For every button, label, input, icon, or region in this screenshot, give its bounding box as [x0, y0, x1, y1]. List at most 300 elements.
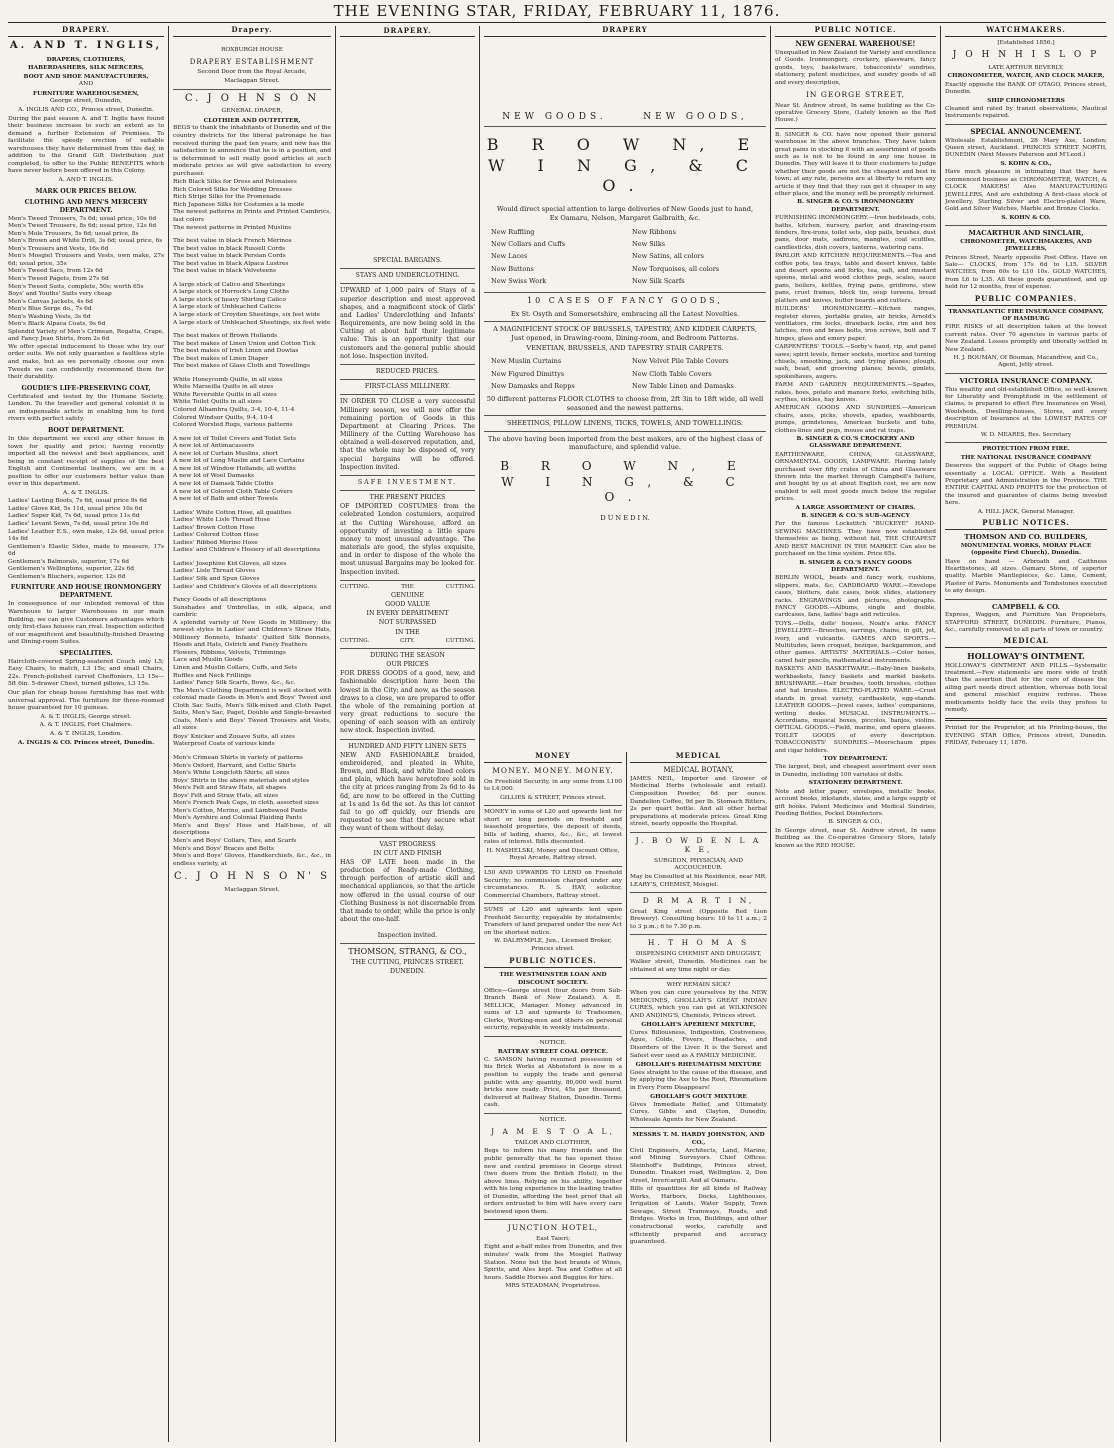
column-inglis: [8, 26, 164, 1442]
firm-name: THOMSON, STRANG, & CO.,: [348, 947, 467, 957]
notice-title: TRANSATLANTIC FIRE INSURANCE COMPANY, OF HAMBURG: [948, 308, 1104, 323]
firm-line: FURNITURE WAREHOUSEMEN,: [32, 89, 140, 97]
list-item: A large stock of Horrock's Long Cloths: [173, 289, 290, 296]
notice-title: SPECIAL ANNOUNCEMENT.: [970, 126, 1082, 136]
column-rule: [168, 26, 169, 1442]
list-item: New Swiss Work: [491, 277, 547, 285]
notice-title: THE WESTMINSTER LOAN AND DISCOUNT SOCIETY.: [499, 971, 607, 986]
list-item: Men's French Peak Caps, in cloth, assorted sizes: [173, 800, 319, 807]
section-heading: PUBLIC NOTICES.: [945, 519, 1107, 530]
list-item: The best makes of Brown Hollands: [173, 333, 278, 340]
genuine-line: NOT SURPASSED: [378, 619, 437, 627]
notice-title: B. SINGER & CO.'S FANCY GOODS DEPARTMENT.: [799, 559, 912, 573]
notice-title: GHOLLAH'S RHEUMATISM MIXTURE: [635, 1061, 762, 1069]
list-item: Men's Blue Serge do., 7s 6d: [8, 306, 92, 313]
curtains-right: [632, 353, 759, 394]
house-name: ROXBURGH HOUSE: [220, 46, 284, 53]
list-item: A large stock of Unbleached Calicos: [173, 304, 282, 311]
paragraph: FOR DRESS GOODS of a good, new, and fashionable description have been the lowest in the City; and now, as the season draws to a close, we are prepared to offer the whole of the remaining portion at very great reductions to secure the opening of each season with an entirely new stock. Inspection invited.: [340, 670, 475, 735]
paragraph: MONEY in sums of L20 and upwards lent for short or long periods on freehold and leasehold properties, the deposit of deeds, bills of lading, shares, &c., &c., at lowest rates of interest. Bills discounted.: [484, 809, 622, 846]
paragraph: Have on hand — Arbroath and Caithness Hearthstones, all sizes. Oamaru Stone, of superior quality. Marble Mantlepieces, &c. Lime, Cement, Plaster of Paris. Monuments and Tombstones executed to any design.: [945, 558, 1107, 595]
list-item: Men's Mosgiel Trousers and Vests, own make, 27s 6d; usual price, 35s: [8, 253, 164, 267]
list-item: Linen and Muslin Collars, Cuffs, and Sets: [173, 664, 298, 671]
paragraph: TOYS.—Dolls, dolls' houses, Noah's arks. FANCY JEWELLERY.—Brooches, earrings, chains, in gilt, jet, ivory, and vulcanite. GAMES AND SPORTS.—Multitudes, lawn croquet, bezique, backgammon, and other games. ARTISTS' MATERIALS.—Color boxes, camel hair pencils, mathematical instruments.: [775, 620, 936, 664]
column-heading: MONEY: [484, 752, 622, 763]
section-heading: STAYS AND UNDERCLOTHING.: [355, 272, 460, 280]
list-item: Men's Felt and Straw Hats, all shapes: [173, 785, 287, 792]
paragraph: SUMS of L20 and upwards lent upon Freehold Security, repayable by instalments; Transfers of land prepared under the new Act on the shortest notice.: [484, 907, 622, 936]
list-item: New Ribbons: [632, 227, 676, 236]
list-item: Men's and Boys' Collars, Ties, and Scarfs: [173, 838, 297, 845]
paragraph: FARM AND GARDEN REQUIREMENTS.—Spades, rakes, hoes, potato and manure forks, switching bills, scythes, sickles, hay knives.: [775, 382, 936, 403]
signature: W. DALRYMPLE, Jun., Licensed Broker, Princes street.: [494, 938, 612, 952]
list-item: Rich Stripe Silks for the Promenade: [173, 194, 281, 201]
list-item: Flowers, Ribbons, Velvets, Trimmings: [173, 649, 286, 656]
list-item: Ladies' Fancy Silk Scarfs, Bows, &c., &c.: [173, 680, 296, 687]
paragraph: CARPENTERS' TOOLS.—Sorby's hand, rip, and panel saws; spirit levels, firmer sockets, mortice and turning chisels, smoothing, jack, and trying planes; plough, sash, bead, and grooving planes; bevels, gimlets, spokeshaves, augers.: [775, 344, 936, 380]
column-rule: [940, 26, 941, 1442]
signature: MRS STEADMAN, Proprietress.: [505, 1283, 601, 1290]
curtains-left: [491, 353, 618, 394]
notice-title: A LARGE ASSORTMENT OF CHAIRS.: [795, 504, 916, 511]
list-item: White Marseilla Quilts in all sizes: [173, 384, 274, 391]
address: Second Door from the Royal Arcade,: [197, 69, 307, 76]
notice-title: MACARTHUR AND SINCLAIR,: [968, 229, 1084, 238]
paragraph: BEGS to thank the inhabitants of Dunedin and of the country districts for the liberal patronage he has received during the past ten years, and now has the satisfaction to announce that he is in a position, and is determined to sell really good articles at such moderate prices as will give satisfaction to every purchaser.: [173, 125, 331, 177]
notice-title: THOMSON AND CO. BUILDERS,: [964, 533, 1088, 542]
genuine-line: GOOD VALUE: [385, 601, 430, 609]
notice-title: WHY REMAIN SICK?: [666, 981, 731, 988]
list-item: A new lot of Antimacassers: [173, 443, 255, 450]
firm-name: B R O W N, E W I N G, & C O.: [500, 459, 750, 505]
list-item: The best makes of Linen Diaper: [173, 355, 269, 362]
paragraph: Deserves the support of the Public of Otago being essentially a LOCAL OFFICE. With a Resident Proprietary and Administration in the Province. THE ENTIRE CAPITAL AND PROFITS for the protection of the insured and guarantee of claims being invested here.: [945, 463, 1107, 507]
column-singer: [775, 26, 936, 1442]
list-item: New Satins, all colors: [632, 252, 704, 261]
paragraph: AMERICAN GOODS AND SUNDRIES.—American chairs, axes, picks, shovels, spades, washboards, pumps, grindstones, American buckets and tubs, clothes-lines and pegs, mouse and rat traps.: [775, 405, 936, 434]
list-item: New Table Linen and Damasks: [632, 381, 734, 390]
section-heading: VAST PROGRESS: [379, 840, 436, 848]
column-brown-ewing: [484, 26, 766, 546]
paragraph: Note and letter paper, envelopes, metallic books, account books, inkstands, slates, and a large supply of gift books. Patent Medicines and Medical Sundries, Feeding Bottles, Pocket Disinfectors.: [775, 788, 936, 817]
subheading: CLOTHING AND MEN'S MERCERY DEPARTMENT.: [24, 198, 148, 214]
list-item: Sunshades and Umbrellas, in silk, alpaca, and cambric: [173, 604, 331, 619]
signature: H. J. BOUMAN, Of Bouman, Macandrew, and Co., Agent, Jetty street.: [953, 355, 1099, 369]
paragraph: Exactly opposite the BANK OF OTAGO, Princes street, Dunedin.: [945, 81, 1107, 96]
section-heading: HUNDRED AND FIFTY LINEN SETS: [348, 742, 467, 750]
list-item: Ladies' Lisle Thread Gloves: [173, 568, 256, 575]
paragraph: BUILDERS' IRONMONGERY.—Kitchen ranges, register stoves, portable grates, air bricks, Arnold's ventilators, rim locks, drawback locks, rim and box latches, iron and brass bolts, iron screws, butt and T hinges, glass and emery paper.: [775, 306, 936, 342]
genuine-line: THE: [401, 583, 414, 590]
genuine-line: CITY.: [400, 637, 415, 644]
paragraph: In this department we excel any other house in town for quality and price; having recently imported all the newest and best appliances, and being in constant receipt of supplies of the best English and Continental leathers, we are in a position to offer our customers better value than ever in this department.: [8, 435, 164, 488]
banner-text: NEW GOODS.: [502, 111, 607, 122]
paragraph: Civil Engineers, Architects, Land, Marine, and Mining Surveyors. Chief Offices: Steinhoff's Buildings, Princes street, Dunedin. Tinakori road, Wellington. 2, Don street, Invercargill. And at Oamaru.: [630, 1147, 767, 1184]
list-item: Colored Worsted Rugs, various patterns: [173, 422, 293, 429]
notice-title: SURGEON, PHYSICIAN, AND ACCOUCHEUR.: [654, 857, 743, 872]
paragraph: FIRE RISKS of all description taken at the lowest current rates. Over 70 agencies in various parts of New Zealand. Losses promptly and liberally settled in New Zealand.: [945, 324, 1107, 353]
signature: GILLIES & STREET, Princes street.: [500, 794, 606, 801]
list-item: A new lot of Toilet Covers and Toilet Sets: [173, 435, 297, 442]
masthead-rule: [8, 22, 1106, 23]
list-item: Boys' Felt and Straw Hats, all sizes: [173, 792, 279, 799]
notice-title: PROTECTION FROM FIRE.: [982, 446, 1070, 453]
signature: B. SINGER & CO.,: [828, 819, 883, 826]
list-item: Ladies' Glove Kid, 5s 11d, usual price 10s 6d: [8, 505, 143, 512]
curtain-columns: [484, 353, 766, 394]
list-item: A large stock of Croydon Sheetings, six feet wide: [173, 312, 320, 319]
list-item: Ladies' and Children's Hosiery of all descriptions: [173, 547, 320, 554]
section-heading: IN CUT AND FINISH: [373, 849, 442, 857]
paragraph: In George street, near St. Andrew street, In same Building as the Co-operative Grocery Store, lately known as the RED HOUSE.: [775, 827, 936, 849]
trade: GENERAL DRAPER,: [221, 108, 283, 115]
notice-title: STATIONERY DEPARTMENT.: [808, 780, 903, 787]
paragraph: The Men's Clothing Department is well stocked with colonial made Goods in Men's and Boys' Tweed and Cloth Sac Suits, Men's Silk-mixed and Cloth Paget Suits, Men's Sac, Paget, Double and Single-breasted Coats, Men's and Boys' Tweed Trousers and Vests, all sizes: [173, 687, 331, 732]
cutting-row: [340, 584, 475, 591]
paragraph: Wholesale Establishment, 28 Mary Axe, London; Queen street, Auckland. PRINCES STREET NORTH, DUNEDIN (Next Messrs Paterson and M'Leod.): [945, 137, 1107, 159]
list-item: Men's Tweed Pagets, from 27s 6d: [8, 276, 109, 283]
subheading: MARK OUR PRICES BELOW.: [35, 187, 137, 195]
list-item: The best makes of Glass Cloth and Towellings: [173, 363, 310, 370]
column-heading: Drapery.: [173, 26, 331, 37]
list-item: A new lot of Wool Damasks: [173, 473, 255, 480]
notice-title: B. SINGER & CO.'S IRONMONGERY DEPARTMENT.: [797, 199, 914, 213]
paragraph: The largest, best, and cheapest assortment ever seen in Dunedin, including 100 varieties of dolls.: [775, 764, 936, 778]
list-item: Men's Brown and White Drill, 3s 6d; usual price, 6s: [8, 238, 163, 245]
column-heading: DRAPERY.: [340, 26, 475, 37]
section-heading: SAFE INVESTMENT.: [357, 478, 458, 486]
list-item: Men's Trousers and Vests, 16s 6d: [8, 245, 109, 252]
notice-title: SHIP CHRONOMETERS: [987, 97, 1065, 104]
signature: W. D. MEARES, Res. Secretary: [980, 432, 1072, 438]
paragraph: Gives Immediate Relief, and Ultimately Cures. Gibbs and Clayton, Dunedin, Wholesale Agents for New Zealand.: [630, 1101, 767, 1123]
cases-line: Ex St. Osyth and Somersetshire, embracing all the Latest Novelties.: [510, 309, 740, 318]
menswear-list: [173, 734, 331, 868]
notice-title: THE NATIONAL INSURANCE COMPANY: [960, 454, 1092, 461]
genuine-line: IN THE: [395, 628, 420, 636]
list-item: Rich Japanese Silks for Costumes a la mode: [173, 201, 305, 208]
firm-line: HABERDASHERS, SILK MERCERS,: [28, 64, 144, 72]
notice-title: LATE ARTHUR BEVERLY,: [988, 64, 1064, 71]
established: [Established 1856.]: [997, 39, 1055, 46]
paragraph: May be Consulted at his Residence, near MR. LEARY'S, CHEMIST, Mosgiel.: [630, 874, 767, 888]
signature: C. J O H N S O N' S: [174, 871, 330, 883]
column-watchmakers: [945, 26, 1107, 1442]
banner-text: NEW GOODS,: [643, 111, 748, 122]
paragraph: Cures Biliousness, Indigestion, Costiveness, Ague, Colds, Fevers, Headaches, and Disorders of the Liver. It is the Surest and Safest ever used as A FAMILY MEDICINE.: [630, 1029, 767, 1059]
section-heading: THE PRESENT PRICES: [369, 494, 446, 502]
notice-title: DISPENSING CHEMIST AND DRUGGIST,: [635, 950, 762, 957]
notice-title: J A M E S T O A L,: [491, 1127, 615, 1137]
list-item: New Figured Dimittys: [491, 369, 565, 378]
list-item: Men's Mole Trousers, 5s 6d; usual price, 8s: [8, 230, 139, 237]
list-item: Lace and Muslin Goods: [173, 657, 243, 664]
section-heading: MEDICAL: [945, 637, 1107, 648]
notice-title: CAMPBELL & CO.: [992, 602, 1060, 611]
notice-title: VICTORIA INSURANCE COMPANY.: [959, 376, 1093, 385]
section-heading: DURING THE SEASON: [370, 651, 445, 659]
list-item: Boys' and Youths' Suits very cheap: [8, 291, 112, 298]
paragraph: Goes straight to the cause of the disease, and by applying the Axe to the Root, Rheumatism in Every Form Disappears!: [630, 1069, 767, 1091]
firm-line: BOOT AND SHOE MANUFACTURERS,: [23, 72, 149, 80]
column-rule: [770, 26, 771, 1442]
section-heading: PUBLIC NOTICES.: [484, 957, 622, 968]
list-item: A new lot of Window Hollands, all widths: [173, 465, 296, 472]
street: Maclaggan Street.: [224, 78, 280, 84]
notice-title: RATTRAY STREET COAL OFFICE.: [497, 1048, 609, 1056]
paragraph: Haircloth-covered Spring-seatered Couch only L5; Easy Chairs, to match, L3 15s; and small Chairs, 22s. French-polished carved Cheffoniers, L3 15s—5ft 6in. 5-drawer Chest, turned pillows, L3 15s.: [8, 658, 164, 688]
paragraph: Cleaned and rated by transit observations, Nautical Instruments repaired.: [945, 105, 1107, 120]
paragraph: Eight and a-half miles from Dunedin, and five minutes' walk from the Mosgiel Railway Station. None but the best brands of Wines, Spirits, and Ales kept. Tea and Coffee at all hours. Saddle Horses and Buggies for hire.: [484, 1244, 622, 1281]
column-heading: PUBLIC NOTICE.: [775, 26, 936, 37]
subheading: FURNITURE AND HOUSE IRONMONGERY DEPARTMENT.: [10, 584, 162, 600]
goods-right: [632, 224, 759, 290]
list-item: Ruffles and Neck Frillings: [173, 672, 252, 679]
list-item: Ladies' White Cotton Hose, all qualities: [173, 509, 292, 516]
list-item: New Torquoises, all colors: [632, 264, 720, 273]
cutting-row: [340, 638, 475, 645]
column-rule: [626, 752, 627, 1442]
list-item: Men's and Boys' Braces and Belts: [173, 845, 274, 852]
list-item: Ladies' Brown Cotton Hose: [173, 524, 255, 531]
city: D U N E D I N.: [600, 513, 650, 522]
column-rule: [479, 26, 480, 1442]
paragraph: This wealthy and old-established Office, so well-known for Liberality and Promptitude in the settlement of claims, is prepared to effect Fire Insurances on Wool, Woolsheds, Dwelling-houses, Stores, and every description of Insurance at the LOWEST RATES OF PREMIUM.: [945, 386, 1107, 430]
firm-line: AND: [78, 81, 94, 88]
column-johnson: [173, 26, 331, 1442]
notice-title: NOTICE.: [539, 1039, 567, 1046]
list-item: A large stock of heavy Shirting Calico: [173, 296, 286, 303]
list-item: New Cloth Table Covers: [632, 369, 712, 378]
proprietor: C. J O H N S O N: [184, 92, 320, 104]
list-item: Ladies' Silk and Spun Gloves: [173, 575, 260, 582]
list-item: Men's White Longcloth Shirts, all sizes: [173, 770, 290, 777]
column-heading: DRAPERY.: [8, 26, 164, 37]
notice-title: B. SINGER & CO.'S CROCKERY AND GLASSWARE DEPARTMENT.: [796, 436, 915, 450]
list-item: Gentlemen's Bluchers, superior, 12s 6d: [8, 573, 126, 580]
paragraph: C. SAMSON having resumed possession of his Brick Works at Abbotsford is now in a position to supply the trade and general public with any quantity. 80,000 well burnt bricks now ready. Price, 45s per thousand, delivered at Railway Station, Dunedin. Terms cash.: [484, 1056, 622, 1109]
imprint: Printed for the Proprietor, at his Printing-house, the EVENING STAR Office, Princes street, Dunedin. FRIDAY, February 11, 1876.: [945, 725, 1107, 747]
column-cutting: [340, 26, 475, 1442]
list-item: Men's Tweed Trousers, 8s 6d; usual price, 12s 6d: [8, 223, 157, 230]
signature: A. INGLIS & CO. Princes street, Dunedin.: [17, 739, 155, 747]
paragraph: Our plan for cheap house furnishing has met with universal approval. The furniture for three-roomed house guaranteed for 10 guineas.: [8, 689, 164, 712]
column-heading: DRAPERY: [484, 26, 766, 37]
intro-line: Would direct special attention to large deliveries of New Goods just to hand,: [496, 204, 754, 213]
section-heading: Inspection invited.: [377, 932, 438, 940]
notice-title: NEW GENERAL WAREHOUSE!: [795, 38, 916, 48]
list-item: New Silk Scarfs: [632, 277, 685, 285]
notice-title: East Taieri;: [535, 1235, 571, 1242]
notice-title: IN GEORGE STREET,: [805, 89, 906, 99]
goods-list: [173, 179, 331, 687]
section-heading: SPECIAL BARGAINS.: [373, 257, 442, 265]
cutting-label: CUTTING.: [340, 583, 370, 590]
cutting-label: CUTTING.: [445, 637, 475, 644]
signature: A. AND T. INGLIS.: [58, 176, 114, 183]
paragraph: Bills of quantities for all kinds of Railway Works, Harbors, Docks, Lighthouses, Irrigation of Lands, Water Supply, Town Sewage, Street Tramways, Roads, and Bridges. Works in Iron, Buildings, and other constructional works, carefully and efficiently prepared and accuracy guaranteed.: [630, 1186, 767, 1246]
cutting-label: CUTTING.: [445, 583, 475, 590]
list-item: White Reversible Quilts in all sizes: [173, 391, 277, 398]
list-item: A new lot of Curtain Muslins, short: [173, 450, 278, 457]
list-item: Ladies' Josephine Kid Gloves, all sizes: [173, 560, 287, 567]
notice-title: J. B O W D E N L A K E,: [635, 835, 762, 855]
paragraph: Great King street (Opposite Red Lion Brewery). Consulting hours: 10 to 11 a.m.; 2 to 3 p.m.; 6 to 7.30 p.m.: [630, 908, 767, 930]
paragraph: EARTHENWARE, CHINA, GLASSWARE, ORNAMENTAL GOODS, LAMPWARE. Having lately purchased over fifty crates of China and Glassware thrown into the market through Campbell's failure, and bought by us at about English cost, we are now enabled to sell most goods much below the regular prices.: [775, 451, 936, 503]
column-rule: [335, 26, 336, 1442]
note-line: The above having been imported from the best makers, are of the highest class of manufacture, and splendid value.: [487, 434, 763, 451]
column-heading: MEDICAL: [630, 752, 767, 763]
signature: A. & T. INGLIS, George street.: [40, 713, 132, 720]
paragraph: During the past season A. and T. Inglis have found their business increase to such an extent as to demand a further Extension of Premises. To facilitate the speedy erection of suitable warehouses they have determined from this day, in addition to the Grand Gift Distribution just completed, to offer to the Public BENEFITS which have never before been offered in this Colony.: [8, 115, 164, 175]
list-item: Rich Colored Silks for Wedding Dresses: [173, 186, 292, 193]
notice-title: CHRONOMETER, WATCH, AND CLOCK MAKER,: [947, 73, 1105, 80]
subheading: GOUDIE'S LIFE-PRESERVING COAT,: [21, 384, 151, 392]
list-item: Fancy Goods of all descriptions: [173, 597, 267, 604]
boot-list: [8, 498, 164, 581]
paragraph: Walker street, Dunedin. Medicines can be obtained at any time night or day.: [630, 959, 767, 974]
notice-title: MONUMENTAL WORKS, MORAY PLACE (opposite First Church), Dunedin.: [960, 542, 1092, 557]
column-medical: [630, 752, 767, 1442]
paragraph: UPWARD of 1,000 pairs of Stays of a superior description and most approved shapes, and a magnificent stock of Girls' and Ladies' Underclothing and Infants' Requirements, are now being sold in the Cutting at about half their legitimate value. This is an opportunity that our customers and the general public should not lose. Inspection invited.: [340, 287, 475, 360]
firm-city: DUNEDIN.: [389, 967, 426, 975]
signature: H. NASHELSKI, Money and Discount Office, Royal Arcade, Rattray street.: [486, 847, 620, 862]
signature: A. HILL JACK, General Manager.: [977, 508, 1075, 515]
firm-name: B R O W N, E W I N G, & C O.: [486, 135, 764, 196]
notice-title: B. SINGER & CO.'S SUB-AGENCY: [801, 513, 910, 520]
list-item: New Laces: [491, 252, 528, 261]
firm-address: THE CUTTING, PRINCES STREET.: [351, 958, 464, 966]
list-item: Ladies' Super Kid, 7s 6d, usual price 11s 6d: [8, 513, 140, 520]
list-item: The newest patterns in Printed Muslins: [173, 224, 292, 231]
list-item: Ladies' and Children's Gloves of all descriptions: [173, 583, 317, 590]
list-item: Men's Tweed Suits, complete, 50s; worth 65s: [8, 283, 144, 290]
list-item: New Buttons: [491, 264, 534, 273]
list-item: Ladies' Lasting Boots, 7s 6d, usual price 9s 6d: [8, 498, 147, 505]
notice-title: S. KOHN & CO.,: [1000, 160, 1052, 167]
list-item: Splendid Variety of Men's Crimean, Regatta, Crape, and Fancy Jean Shirts, from 2s 6d: [8, 328, 164, 343]
list-item: Ladies' Levant Sewn, 7s 6d, usual price 10s 6d: [8, 520, 149, 527]
paragraph: In consequence of our intended removal of this Warehouse to larger Warehouses in our main Building, we can give Customers advantages which only first-class houses can rival. Inspection solicited of our magnificent and beautifully-finished Drawing and Dining-room Suites.: [8, 601, 164, 646]
carpets-line: VENETIAN, BRUSSELS, AND TAPESTRY STAIR CARPETS.: [526, 343, 724, 352]
notice-title: TAILOR AND CLOTHIER,: [514, 1139, 592, 1146]
list-item: Boys' Shirts in the above materials and styles: [173, 777, 310, 784]
notice-title: MESSRS T. M. HARDY JOHNSTON, AND CO.,: [632, 1131, 765, 1146]
list-item: A large stock of Calico and Sheetings: [173, 281, 285, 288]
notice-title: GHOLLAH'S GOUT MIXTURE: [650, 1093, 747, 1101]
notice-title: H. T H O M A S: [647, 938, 750, 948]
list-item: Ladies' White Lisle Thread Hose: [173, 517, 270, 524]
paragraph: Near St. Andrew street, In same building as the Co-operative Grocery Store, (Lately known as the Red House.): [775, 102, 936, 124]
list-item: Men's Tweed Sacs, from 12s 6d: [8, 268, 103, 275]
paragraph: HAS OF LATE been made in the production of Ready-made Clothing, through perfection of artistic skill and mechanical appliances, so that the article now offered in the usual course of our Clothing Business is not discernable from that made to order, while the price is only about the one-half.: [340, 858, 475, 924]
list-item: Men's Crimean Shirts in variety of patterns: [173, 755, 303, 761]
list-item: Men's and Boys' Hose and Half-hose, of all descriptions: [173, 822, 331, 837]
list-item: The best value in black Velveteens: [173, 268, 276, 275]
paragraph: Unequalled in New Zealand for Variety and excellence of Goods. Ironmongery, crockery, glassware, fancy goods, toys, basketware, tobacconists' sundries, stationery, patent medicines, and sundry goods of all and every description,: [775, 49, 936, 86]
signature: A. & T. INGLIS, Fort Chalmers.: [39, 722, 133, 729]
column-heading: WATCHMAKERS.: [945, 26, 1107, 37]
price-list: [8, 216, 164, 344]
paragraph: FURNISHING IRONMONGERY.—Iron bedsteads, cots, baths, kitchen, nursery, parlor, and drawing-room fenders, fire-irons, toilet sets, slop pails, brushes, dust pans, door mats, sadirons, mangles, coal scuttles, candlesticks, dish covers, lanterns, watering cans.: [775, 215, 936, 251]
paragraph: When you can cure yourselves by the NEW MEDICINES, GHOLLAH'S GREAT INDIAN CURES, which you can get at WILKINSON AND ANDING'S, Chemists, Princes street.: [630, 990, 767, 1019]
paragraph: B. SINGER & CO. have now opened their general warehouse in the above branches. They have taken great pains in stocking it with an assortment of goods such as is not to be found in any one house in Dunedin. They will leave it to their customers to judge whether their goods are not the cheapest and best in town; at any rate, persons are at liberty to return any article if they find that they can get it cheaper in any other place, and the money will be promptly returned.: [775, 131, 936, 197]
list-item: Colored Alhambra Quilts, 3-4, 10-4, 11-4: [173, 407, 295, 414]
paragraph: NEW AND FASHIONABLE braided, embroidered, and pleated in White, Brown, and Black, and white lined colors and plain, which have heretofore sold in the city at prices ranging from 2s 6d to 4s 6d, are now to be offered in the Cutting at 1s and 1s 6d the set. As this lot cannot fail to go off quickly, our friends are requested to see that they secure what they want of them without delay.: [340, 751, 475, 833]
section-heading: FIRST-CLASS MILLINERY.: [364, 383, 451, 391]
goods-columns: [484, 224, 766, 290]
trade: CLOTHIER AND OUTFITTER,: [203, 116, 301, 124]
list-item: White Toilet Quilts in all sizes: [173, 399, 262, 406]
paragraph: L50 AND UPWARDS TO LEND on Freehold Security; no commission charged under any circumstances. R. S. HAY, solicitor, Commercial Chambers, Rattray street.: [484, 870, 622, 899]
list-item: New Ruffling: [491, 227, 535, 236]
paragraph: Office—George street (four doors from Sub-Branch Bank of New Zealand). A. E. MELLICK, Manager. Money advanced in sums of L5 and upwards to Tradesmen, Clerks, Working-men and others on personal security, repayable in weekly instalments.: [484, 987, 622, 1032]
list-item: The best value in black Alpaca Lustres: [173, 260, 289, 267]
section-heading: REDUCED PRICES.: [375, 367, 440, 375]
signature-address: Maclaggan Street.: [224, 887, 280, 893]
signature: S. KOHN & CO.: [1001, 214, 1051, 221]
paragraph: HOLLOWAY'S OINTMENT AND PILLS.—Systematic treatment.—Few statements are more wide of truth than the assertion that for the cure of disease the ailing part needs direct attention, whereas both local and general mischief require redress. These medicaments boldly face the evils they profess to remedy.: [945, 662, 1107, 714]
list-item: The newest patterns in Prints and Printed Cambrics, fast colors: [173, 209, 331, 223]
list-item: Men's Canvas Jackets, 4s 6d: [8, 298, 93, 305]
list-item: Men's Tweed Trousers, 7s 6d; usual price, 10s 6d: [8, 215, 157, 222]
paragraph: Princes Street, Nearly opposite Post Office. Have on Sale— CLOCKS, from 17s 6d to L15. SILVER WATCHES, from 60s to L10 10s. GOLD WATCHES, from L6 to L35. All these goods guaranteed, and up held for 12 months, free of expense.: [945, 254, 1107, 291]
list-item: Men's Ayrshire and Colonial Plaiding Pants: [173, 815, 302, 822]
notice-title: HOLLOWAY'S OINTMENT.: [967, 651, 1085, 662]
list-item: The best makes of Linen Union and Cotton Tick: [173, 340, 316, 347]
list-item: Ladies' Colored Cotton Hose: [173, 532, 259, 539]
notice-title: MONEY. MONEY. MONEY.: [492, 765, 614, 775]
paragraph: BERLIN WOOL, beads and fancy work, cushions, slippers, mats, &c. CARDBOARD WARE.—Envelope cases, blotters, date cases, book slides, stationery racks. ENGRAVINGS and pictures, photographs. FANCY GOODS.—Albums, single and double, cardcases, fans, ladies' bags and reticules.: [775, 575, 936, 619]
paragraph: Have much pleasure in intimating that they have commenced business as CHRONOMETER, WATCH, & CLOCK MAKERS! Also MANUFACTURING JEWELLERS, And are exhibiting A first-class stock of Jewellery, Sterling Silver and Electro-plated Ware, Gold and Silver Watches, Marble and Bronze Clocks.: [945, 169, 1107, 213]
notice-title: CHRONOMETER, WATCHMAKERS, AND JEWELLERS,: [960, 238, 1092, 253]
section-heading: OUR PRICES: [386, 661, 429, 669]
paragraph: BASKETS AND BASKETWARE.—Baby-linen baskets, workbaskets, fancy baskets and market baskets. BRUSHWARE.—Hair brushes, tooth brushes, clothes and hat brushes. ELECTRO-PLATED WARE.—Cruet stands in great variety, cardbaskets, egg-stands. LEATHER GOODS.—Jewel cases, ladies' companions, writing desks. MUSICAL INSTRUMENTS.—Accordians, musical boxes, piccolos, banjos, violins. OPTICAL GOODS.—Field, marine, and opera glasses. TOILET GOODS of every description. TOBACCONISTS' SUNDRIES.—Meerschaum pipes and cigar holders.: [775, 666, 936, 754]
notice-title: J O H N H I S L O P: [952, 50, 1100, 61]
firm-line: George street, Dunedin,: [49, 98, 123, 105]
floor-line: 50 different patterns FLOOR CLOTHS to choose from, 2ft 3in to 18ft wide, all well seasoned and the newest patterns.: [486, 395, 764, 412]
notice-title: D R M A R T I N,: [642, 896, 755, 906]
notice-title: NOTICE.: [539, 1116, 567, 1123]
establishment: DRAPERY ESTABLISHMENT: [189, 57, 315, 66]
goods-left: [491, 224, 618, 290]
list-item: Gentlemen's Wellingtons, superior, 22s 6d: [8, 566, 134, 573]
firm-title: A. AND T. INGLIS,: [9, 39, 163, 51]
carpets-line: Just opened, in Drawing-room, Dining-room, and Bedroom Patterns.: [511, 334, 739, 343]
list-item: The best value in black French Merinos: [173, 238, 292, 245]
notice-title: GHOLLAH'S APERIENT MIXTURE,: [641, 1021, 756, 1029]
notice-title: TOY DEPARTMENT.: [823, 756, 888, 763]
firm-line: DRAPERS, CLOTHIERS,: [46, 55, 126, 63]
column-money: [484, 752, 622, 1442]
signature: A. & T. INGLIS, London.: [49, 730, 123, 737]
list-item: The best makes of Irish Linen and Dowlas: [173, 348, 299, 355]
list-item: Rich Black Silks for Dress and Polonaises: [173, 179, 297, 186]
subheading: BOOT DEPARTMENT.: [47, 426, 125, 434]
masthead: THE EVENING STAR, FRIDAY, FEBRUARY 11, 1876.: [333, 2, 781, 20]
list-item: A large stock of Unbleached Sheetings, six feet wide: [173, 319, 331, 326]
list-item: Ladies' Ribbed Merino Hose: [173, 539, 258, 546]
list-item: New Velvet Pile Table Covers: [632, 357, 729, 366]
list-item: Boys' Knicker and Zouave Suits, all sizes: [173, 733, 295, 740]
paragraph: On Freehold Security, in any sums from L100 to L4,000.: [484, 778, 622, 793]
list-item: Men's Cotton, Merino, and Lambswool Pants: [173, 807, 308, 814]
list-item: Men's Oxford, Harvard, and Celtic Shirts: [173, 762, 296, 769]
list-item: New Silks: [632, 240, 666, 249]
signature: A. & T. INGLIS.: [62, 489, 110, 496]
paragraph: Express, Waggon, and Furniture Van Proprietors, STAFFORD STREET, DUNEDIN. Furniture, Pianos, &c., carefully removed to all parts of town or country.: [945, 612, 1107, 634]
list-item: Men's and Boys' Gloves, Handkerchiefs, &c., &c., in endless variety, at: [173, 853, 331, 867]
